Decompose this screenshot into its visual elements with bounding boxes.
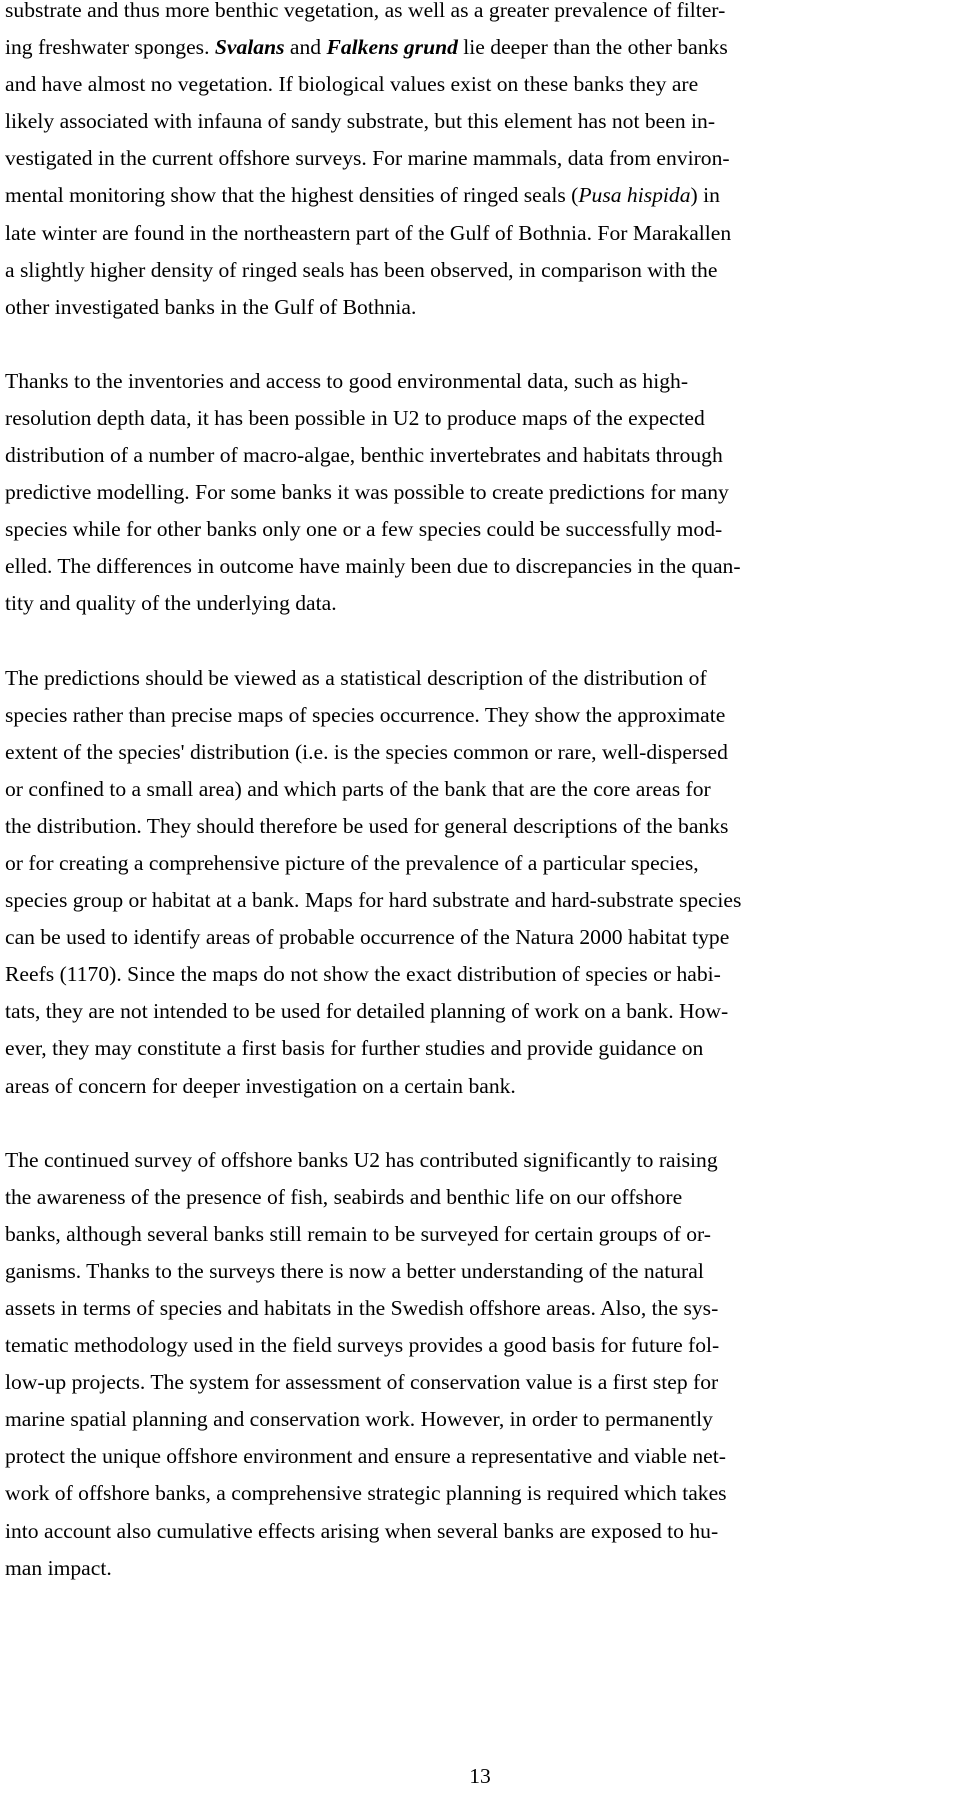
text-line <box>5 363 945 400</box>
text-run: banks, although several banks still remain to be surveyed for certain groups of or- <box>5 1221 711 1246</box>
text-run: work of offshore banks, a comprehensive strategic planning is required which takes <box>5 1481 727 1506</box>
text-line <box>5 1327 945 1364</box>
document-page <box>5 0 945 1624</box>
text-line <box>5 993 945 1030</box>
text-run: late winter are found in the northeastern part of the Gulf of Bothnia. For Marakallen <box>5 220 732 245</box>
text-run: the awareness of the presence of fish, seabirds and benthic life on our offshore <box>5 1184 683 1209</box>
text-line <box>5 1030 945 1067</box>
text-line <box>5 771 945 808</box>
text-run: or confined to a small area) and which parts of the bank that are the core areas for <box>5 776 711 801</box>
text-line <box>5 548 945 585</box>
text-run: mental monitoring show that the highest densities of ringed seals ( <box>5 183 579 208</box>
text-line <box>5 215 945 252</box>
text-run: species rather than precise maps of species occurrence. They show the approximate <box>5 702 726 727</box>
text-line <box>5 140 945 177</box>
text-run: tats, they are not intended to be used for detailed planning of work on a bank. How- <box>5 999 729 1024</box>
text-line <box>5 437 945 474</box>
text-run: species group or habitat at a bank. Maps for hard substrate and hard-substrate species <box>5 888 742 913</box>
text-line <box>5 919 945 956</box>
text-line <box>5 0 945 29</box>
body-text <box>5 0 945 1587</box>
text-run: areas of concern for deeper investigation on a certain bank. <box>5 1073 516 1098</box>
text-line <box>5 511 945 548</box>
text-line <box>5 697 945 734</box>
text-run: resolution depth data, it has been possible in U2 to produce maps of the expected <box>5 405 705 430</box>
text-run: or for creating a comprehensive picture of the prevalence of a particular species, <box>5 850 699 875</box>
text-run: substrate and thus more benthic vegetation, as well as a greater prevalence of filter- <box>5 0 726 22</box>
text-run: elled. The differences in outcome have mainly been due to discrepancies in the quan- <box>5 554 741 579</box>
text-line <box>5 1513 945 1550</box>
text-run: ganisms. Thanks to the surveys there is now a better understanding of the natural <box>5 1258 704 1283</box>
text-line <box>5 585 945 622</box>
text-run: likely associated with infauna of sandy substrate, but this element has not been in- <box>5 109 716 134</box>
text-line <box>5 1290 945 1327</box>
text-line <box>5 103 945 140</box>
text-line <box>5 734 945 771</box>
text-run: Reefs (1170). Since the maps do not show the exact distribution of species or habi- <box>5 962 721 987</box>
text-line <box>5 400 945 437</box>
text-run: extent of the species' distribution (i.e. is the species common or rare, well-dispersed <box>5 739 728 764</box>
text-run: and <box>284 35 327 60</box>
paragraph-3 <box>5 660 945 1105</box>
text-line <box>5 845 945 882</box>
text-run: assets in terms of species and habitats in the Swedish offshore areas. Also, the sys- <box>5 1296 719 1320</box>
text-line <box>5 66 945 103</box>
text-run: tity and quality of the underlying data. <box>5 591 337 616</box>
text-line <box>5 1142 945 1179</box>
text-run: ) in <box>690 183 720 208</box>
bank-name: Falkens grund <box>326 35 458 60</box>
text-line <box>5 808 945 845</box>
paragraph-2 <box>5 363 945 623</box>
text-run: Thanks to the inventories and access to good environmental data, such as high- <box>5 368 689 393</box>
text-run: can be used to identify areas of probable occurrence of the Natura 2000 habitat type <box>5 925 730 950</box>
text-line <box>5 1475 945 1512</box>
text-line <box>5 956 945 993</box>
paragraph-1 <box>5 0 945 326</box>
text-run: tematic methodology used in the field surveys provides a good basis for future fol- <box>5 1333 720 1358</box>
text-line <box>5 1364 945 1401</box>
text-run: marine spatial planning and conservation work. However, in order to permanently <box>5 1407 713 1432</box>
text-line <box>5 177 945 214</box>
text-run: The predictions should be viewed as a statistical description of the distribution of <box>5 665 707 690</box>
text-run: The continued survey of offshore banks U2 has contributed significantly to raising <box>5 1147 718 1172</box>
text-run: other investigated banks in the Gulf of Bothnia. <box>5 294 417 319</box>
text-line <box>5 474 945 511</box>
text-run: lie deeper than the other banks <box>457 35 728 60</box>
text-run: the distribution. They should therefore be used for general descriptions of the banks <box>5 813 729 838</box>
text-run: a slightly higher density of ringed seals has been observed, in comparison with the <box>5 257 718 282</box>
text-line <box>5 289 945 326</box>
text-line <box>5 252 945 289</box>
text-line <box>5 1216 945 1253</box>
text-run: ever, they may constitute a first basis for further studies and provide guidance on <box>5 1036 704 1061</box>
page-number: 13 <box>469 1764 491 1788</box>
text-line <box>5 660 945 697</box>
text-run: protect the unique offshore environment and ensure a representative and viable net- <box>5 1444 726 1469</box>
text-run: species while for other banks only one or a few species could be successfully mod- <box>5 517 723 542</box>
text-run: distribution of a number of macro-algae, benthic invertebrates and habitats through <box>5 443 723 468</box>
text-line <box>5 882 945 919</box>
text-line <box>5 1401 945 1438</box>
text-line <box>5 1438 945 1475</box>
text-run: into account also cumulative effects arising when several banks are exposed to hu- <box>5 1518 719 1543</box>
text-run: predictive modelling. For some banks it was possible to create predictions for many <box>5 480 729 505</box>
text-run: low-up projects. The system for assessment of conservation value is a first step for <box>5 1370 719 1395</box>
text-line <box>5 1550 945 1587</box>
text-run: man impact. <box>5 1555 112 1580</box>
paragraph-4 <box>5 1142 945 1587</box>
text-line <box>5 29 945 66</box>
text-line <box>5 1068 945 1105</box>
text-run: and have almost no vegetation. If biological values exist on these banks they are <box>5 72 699 97</box>
text-line <box>5 1253 945 1290</box>
text-run: vestigated in the current offshore surveys. For marine mammals, data from environ- <box>5 146 730 171</box>
text-line <box>5 1179 945 1216</box>
bank-name: Svalans <box>214 35 285 60</box>
text-run: ing freshwater sponges. <box>5 35 215 60</box>
species-name: Pusa hispida <box>578 183 691 208</box>
